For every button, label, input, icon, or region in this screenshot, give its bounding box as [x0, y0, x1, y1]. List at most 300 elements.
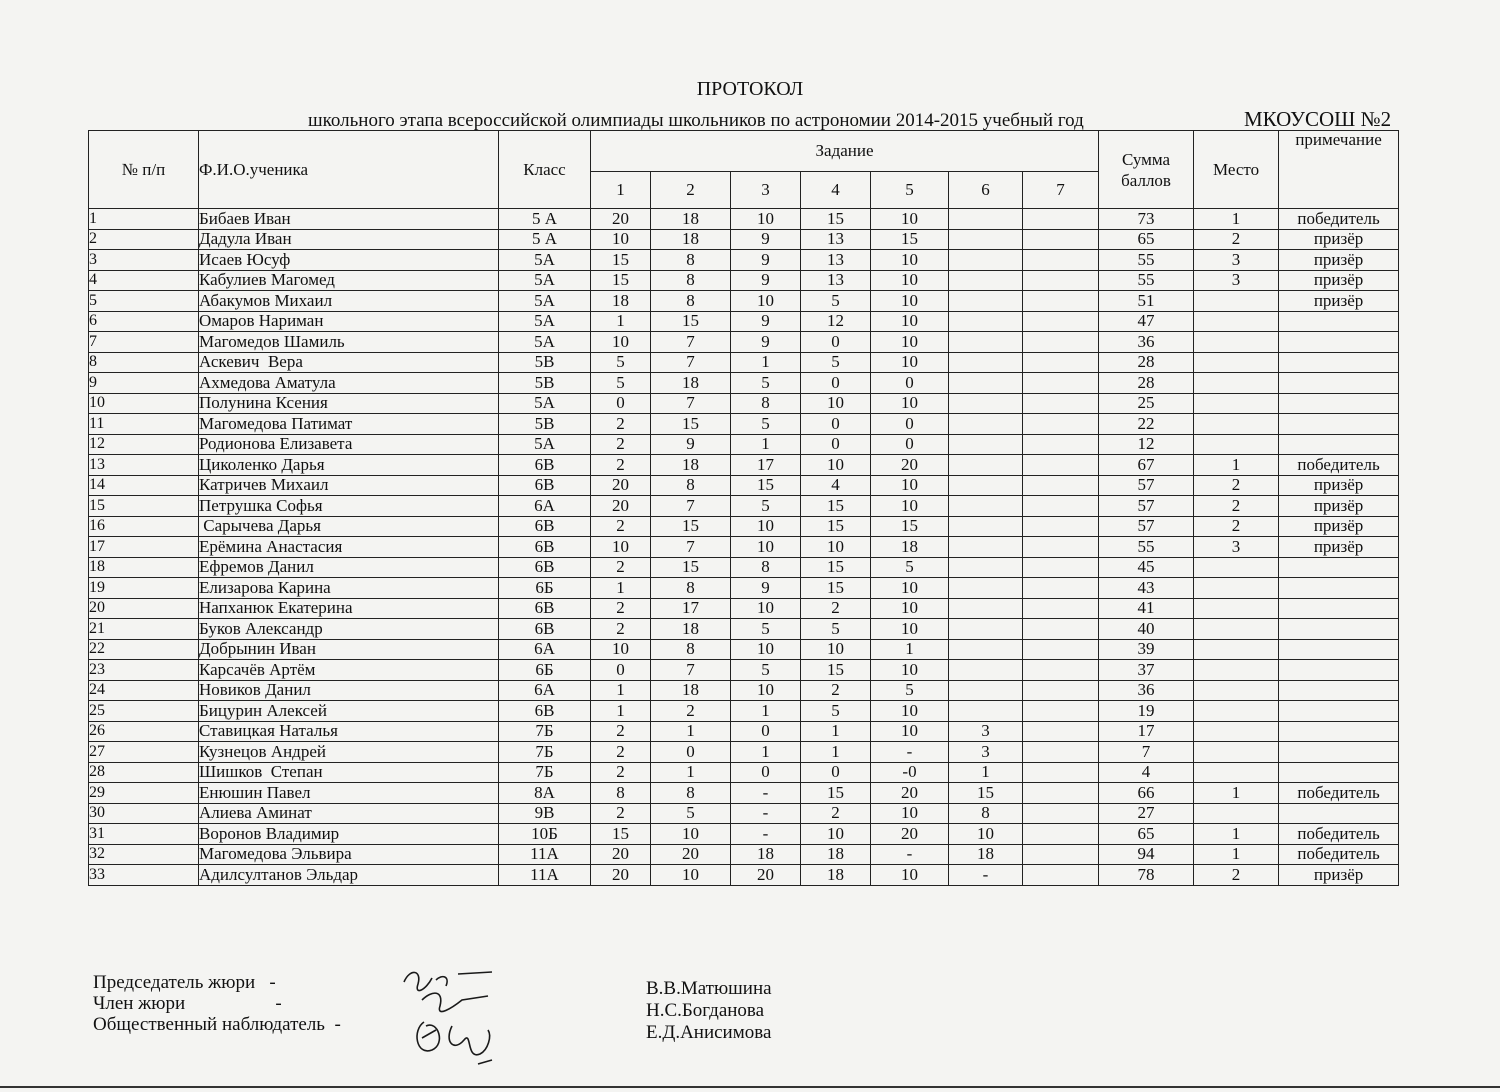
task-score: 10: [731, 537, 801, 558]
task-score: 5: [731, 414, 801, 435]
task-score: 20: [591, 865, 651, 886]
place-cell: 2: [1194, 865, 1279, 886]
total-score: 39: [1099, 639, 1194, 660]
student-class: 6В: [499, 619, 591, 640]
task-score: 15: [801, 783, 871, 804]
note-cell: призёр: [1279, 516, 1399, 537]
task-score: 7: [651, 660, 731, 681]
task-score: 18: [801, 865, 871, 886]
task-score: 18: [731, 844, 801, 865]
task-score: 10: [871, 393, 949, 414]
task-score: 10: [871, 619, 949, 640]
task-score: [1023, 414, 1099, 435]
table-row: [89, 824, 1399, 845]
task-score: 10: [591, 537, 651, 558]
total-score: 47: [1099, 311, 1194, 332]
row-number: 9: [89, 373, 199, 394]
task-score: [1023, 496, 1099, 517]
task-score: 20: [871, 824, 949, 845]
task-score: 5: [731, 496, 801, 517]
total-score: 7: [1099, 742, 1194, 763]
table-row: [89, 537, 1399, 558]
task-score: [949, 537, 1023, 558]
student-class: 6В: [499, 557, 591, 578]
student-class: 5А: [499, 393, 591, 414]
table-row: [89, 721, 1399, 742]
task-score: [949, 680, 1023, 701]
task-header: 4: [801, 172, 871, 209]
place-cell: [1194, 352, 1279, 373]
task-score: 10: [871, 291, 949, 312]
task-score: [949, 496, 1023, 517]
table-row: [89, 680, 1399, 701]
task-score: [1023, 373, 1099, 394]
student-name: Елизарова Карина: [199, 578, 499, 599]
note-cell: призёр: [1279, 496, 1399, 517]
task-score: 5: [651, 803, 731, 824]
task-score: 8: [651, 783, 731, 804]
student-name: Магомедова Патимат: [199, 414, 499, 435]
row-number: 31: [89, 824, 199, 845]
task-score: 9: [731, 250, 801, 271]
note-cell: [1279, 557, 1399, 578]
total-score: 4: [1099, 762, 1194, 783]
row-number: 7: [89, 332, 199, 353]
task-score: 15: [801, 516, 871, 537]
task-score: 10: [871, 270, 949, 291]
task-score: 18: [651, 209, 731, 230]
place-cell: [1194, 393, 1279, 414]
total-score: 67: [1099, 455, 1194, 476]
student-class: 6А: [499, 680, 591, 701]
task-score: [1023, 578, 1099, 599]
task-score: 15: [801, 660, 871, 681]
jury-name-member: Н.С.Богданова: [646, 1000, 765, 1021]
total-score: 65: [1099, 824, 1194, 845]
task-header: 1: [591, 172, 651, 209]
row-number: 12: [89, 434, 199, 455]
row-number: 2: [89, 229, 199, 250]
task-score: [1023, 844, 1099, 865]
task-score: 20: [871, 783, 949, 804]
task-score: [1023, 721, 1099, 742]
total-score: 55: [1099, 270, 1194, 291]
task-score: 15: [651, 516, 731, 537]
task-score: 18: [651, 619, 731, 640]
student-name: Ерёмина Анастасия: [199, 537, 499, 558]
total-score: 55: [1099, 537, 1194, 558]
task-score: [1023, 455, 1099, 476]
task-score: 1: [731, 352, 801, 373]
task-score: [949, 701, 1023, 722]
results-table: [88, 130, 1399, 886]
task-score: 10: [801, 824, 871, 845]
place-cell: [1194, 721, 1279, 742]
note-cell: призёр: [1279, 291, 1399, 312]
task-score: 0: [801, 762, 871, 783]
student-class: 6В: [499, 455, 591, 476]
task-score: [949, 332, 1023, 353]
note-cell: призёр: [1279, 229, 1399, 250]
table-row: [89, 598, 1399, 619]
total-score: 51: [1099, 291, 1194, 312]
note-cell: [1279, 393, 1399, 414]
task-score: [1023, 434, 1099, 455]
task-score: [949, 414, 1023, 435]
task-score: 1: [591, 680, 651, 701]
task-score: 1: [591, 311, 651, 332]
table-row: [89, 373, 1399, 394]
student-class: 11А: [499, 844, 591, 865]
task-score: 10: [731, 516, 801, 537]
task-score: [1023, 680, 1099, 701]
task-header: 5: [871, 172, 949, 209]
note-cell: победитель: [1279, 783, 1399, 804]
task-score: [1023, 557, 1099, 578]
place-cell: 1: [1194, 209, 1279, 230]
total-score: 73: [1099, 209, 1194, 230]
row-number: 23: [89, 660, 199, 681]
jury-roles: [93, 972, 341, 1035]
task-score: 15: [801, 557, 871, 578]
task-score: [1023, 393, 1099, 414]
task-score: 15: [949, 783, 1023, 804]
table-row: [89, 291, 1399, 312]
student-name: Кузнецов Андрей: [199, 742, 499, 763]
task-score: [949, 475, 1023, 496]
task-score: 13: [801, 229, 871, 250]
task-score: [1023, 250, 1099, 271]
student-name: Буков Александр: [199, 619, 499, 640]
table-row: [89, 311, 1399, 332]
task-score: 5: [801, 701, 871, 722]
task-score: 10: [871, 660, 949, 681]
student-class: 5А: [499, 270, 591, 291]
task-score: 7: [651, 393, 731, 414]
task-score: 8: [651, 270, 731, 291]
row-number: 4: [89, 270, 199, 291]
task-score: 10: [731, 209, 801, 230]
student-class: 5А: [499, 250, 591, 271]
table-row: [89, 352, 1399, 373]
student-name: Дадула Иван: [199, 229, 499, 250]
task-score: 17: [651, 598, 731, 619]
place-cell: [1194, 701, 1279, 722]
task-score: 10: [871, 598, 949, 619]
row-number: 15: [89, 496, 199, 517]
task-score: 15: [651, 557, 731, 578]
note-cell: [1279, 721, 1399, 742]
student-name: Напханюк Екатерина: [199, 598, 499, 619]
task-score: 1: [801, 721, 871, 742]
task-score: [949, 352, 1023, 373]
table-row: [89, 229, 1399, 250]
task-score: [1023, 803, 1099, 824]
task-score: 2: [591, 557, 651, 578]
task-score: 9: [731, 270, 801, 291]
task-score: 10: [731, 639, 801, 660]
task-score: 10: [591, 332, 651, 353]
place-cell: [1194, 619, 1279, 640]
task-score: [1023, 762, 1099, 783]
task-score: 5: [731, 619, 801, 640]
table-row: [89, 455, 1399, 476]
task-score: 2: [591, 455, 651, 476]
note-cell: [1279, 578, 1399, 599]
place-cell: [1194, 762, 1279, 783]
task-score: -: [731, 783, 801, 804]
task-score: 10: [651, 865, 731, 886]
task-score: 10: [871, 209, 949, 230]
task-score: 2: [591, 414, 651, 435]
task-score: 0: [651, 742, 731, 763]
task-score: [1023, 270, 1099, 291]
total-score: 36: [1099, 332, 1194, 353]
total-score: 17: [1099, 721, 1194, 742]
task-score: 8: [651, 578, 731, 599]
note-cell: победитель: [1279, 455, 1399, 476]
task-score: 18: [651, 229, 731, 250]
place-cell: 1: [1194, 824, 1279, 845]
protocol-subtitle: школьного этапа всероссийской олимпиады школьников по астрономии 2014-2015 учебный год: [308, 110, 1084, 131]
place-cell: 1: [1194, 783, 1279, 804]
task-score: -0: [871, 762, 949, 783]
jury-role-observer: Общественный наблюдатель -: [93, 1014, 341, 1035]
row-number: 5: [89, 291, 199, 312]
task-score: [949, 209, 1023, 230]
note-cell: [1279, 598, 1399, 619]
protocol-title: ПРОТОКОЛ: [696, 78, 804, 100]
task-score: -: [949, 865, 1023, 886]
note-cell: [1279, 619, 1399, 640]
place-cell: [1194, 434, 1279, 455]
place-cell: [1194, 557, 1279, 578]
note-cell: [1279, 352, 1399, 373]
table-row: [89, 496, 1399, 517]
note-cell: [1279, 373, 1399, 394]
task-score: 2: [651, 701, 731, 722]
place-cell: 3: [1194, 250, 1279, 271]
row-number: 24: [89, 680, 199, 701]
note-cell: [1279, 660, 1399, 681]
student-name: Бибаев Иван: [199, 209, 499, 230]
task-score: 0: [731, 721, 801, 742]
student-class: 6В: [499, 475, 591, 496]
task-score: 3: [949, 721, 1023, 742]
student-name: Аскевич Вера: [199, 352, 499, 373]
row-number: 16: [89, 516, 199, 537]
column-header-tasks: Задание: [591, 131, 1099, 172]
task-score: 8: [591, 783, 651, 804]
task-score: 10: [871, 311, 949, 332]
row-number: 26: [89, 721, 199, 742]
student-class: 7Б: [499, 721, 591, 742]
task-score: 15: [731, 475, 801, 496]
student-class: 11А: [499, 865, 591, 886]
task-score: 12: [801, 311, 871, 332]
task-score: 5: [871, 557, 949, 578]
total-score: 25: [1099, 393, 1194, 414]
note-cell: победитель: [1279, 209, 1399, 230]
task-score: 10: [801, 393, 871, 414]
task-header: 6: [949, 172, 1023, 209]
row-number: 13: [89, 455, 199, 476]
task-score: 5: [801, 291, 871, 312]
student-class: 6В: [499, 701, 591, 722]
note-cell: [1279, 680, 1399, 701]
row-number: 19: [89, 578, 199, 599]
student-name: Шишков Степан: [199, 762, 499, 783]
task-score: 0: [801, 332, 871, 353]
place-cell: [1194, 803, 1279, 824]
task-score: 15: [651, 311, 731, 332]
table-row: [89, 434, 1399, 455]
note-cell: [1279, 742, 1399, 763]
student-name: Омаров Нариман: [199, 311, 499, 332]
task-score: 10: [871, 701, 949, 722]
task-score: -: [871, 844, 949, 865]
task-score: -: [731, 803, 801, 824]
task-score: [949, 373, 1023, 394]
task-score: [949, 619, 1023, 640]
table-row: [89, 701, 1399, 722]
task-score: 18: [801, 844, 871, 865]
place-cell: [1194, 578, 1279, 599]
total-score: 27: [1099, 803, 1194, 824]
task-score: 10: [871, 578, 949, 599]
note-cell: [1279, 701, 1399, 722]
task-score: [949, 229, 1023, 250]
column-header-note: примечание: [1279, 131, 1399, 209]
student-name: Сарычева Дарья: [199, 516, 499, 537]
note-cell: победитель: [1279, 824, 1399, 845]
task-score: 18: [651, 373, 731, 394]
table-row: [89, 209, 1399, 230]
row-number: 20: [89, 598, 199, 619]
student-name: Петрушка Софья: [199, 496, 499, 517]
student-name: Добрынин Иван: [199, 639, 499, 660]
task-score: 10: [871, 803, 949, 824]
note-cell: [1279, 434, 1399, 455]
task-score: [949, 291, 1023, 312]
table-header-row: [89, 131, 1399, 172]
total-score: 40: [1099, 619, 1194, 640]
place-cell: [1194, 598, 1279, 619]
task-score: 0: [591, 660, 651, 681]
handwritten-signature: [392, 960, 512, 1070]
task-score: 1: [591, 701, 651, 722]
task-score: 8: [731, 393, 801, 414]
task-score: 2: [591, 619, 651, 640]
task-score: 10: [871, 496, 949, 517]
student-class: 6В: [499, 516, 591, 537]
row-number: 32: [89, 844, 199, 865]
task-score: [1023, 311, 1099, 332]
table-row: [89, 865, 1399, 886]
student-class: 5А: [499, 434, 591, 455]
table-row: [89, 619, 1399, 640]
total-score: 37: [1099, 660, 1194, 681]
task-header: 7: [1023, 172, 1099, 209]
note-cell: призёр: [1279, 250, 1399, 271]
task-score: 10: [871, 352, 949, 373]
note-cell: [1279, 639, 1399, 660]
task-score: 18: [651, 455, 731, 476]
student-name: Абакумов Михаил: [199, 291, 499, 312]
total-score: 57: [1099, 475, 1194, 496]
task-score: 7: [651, 332, 731, 353]
place-cell: [1194, 332, 1279, 353]
task-score: 1: [731, 742, 801, 763]
task-score: 0: [591, 393, 651, 414]
task-score: 5: [591, 373, 651, 394]
task-score: 2: [591, 434, 651, 455]
task-score: 15: [801, 578, 871, 599]
place-cell: [1194, 639, 1279, 660]
task-score: 0: [801, 373, 871, 394]
row-number: 18: [89, 557, 199, 578]
student-class: 5А: [499, 311, 591, 332]
student-name: Енюшин Павел: [199, 783, 499, 804]
place-cell: [1194, 680, 1279, 701]
student-name: Полунина Ксения: [199, 393, 499, 414]
task-score: 2: [591, 762, 651, 783]
task-score: 20: [651, 844, 731, 865]
student-class: 5 А: [499, 229, 591, 250]
jury-name-chair: В.В.Матюшина: [646, 978, 772, 999]
total-score: 45: [1099, 557, 1194, 578]
student-name: Воронов Владимир: [199, 824, 499, 845]
task-score: 1: [731, 434, 801, 455]
table-row: [89, 475, 1399, 496]
place-cell: 3: [1194, 537, 1279, 558]
note-cell: [1279, 311, 1399, 332]
total-score: 65: [1099, 229, 1194, 250]
jury-names: [646, 978, 772, 1044]
task-score: 0: [801, 414, 871, 435]
task-score: [1023, 865, 1099, 886]
school-name: МКОУСОШ №2: [1244, 107, 1392, 131]
task-score: 2: [591, 742, 651, 763]
row-number: 22: [89, 639, 199, 660]
task-score: 2: [801, 598, 871, 619]
task-score: [1023, 352, 1099, 373]
task-score: 3: [949, 742, 1023, 763]
column-header-place: Место: [1194, 131, 1279, 209]
table-row: [89, 844, 1399, 865]
column-header-class: Класс: [499, 131, 591, 209]
task-score: 8: [651, 291, 731, 312]
task-score: 15: [801, 209, 871, 230]
task-score: 2: [801, 803, 871, 824]
table-body: [89, 209, 1399, 886]
note-cell: призёр: [1279, 865, 1399, 886]
task-score: [949, 598, 1023, 619]
table-row: [89, 414, 1399, 435]
task-score: 2: [591, 803, 651, 824]
task-score: 2: [801, 680, 871, 701]
task-score: 1: [801, 742, 871, 763]
row-number: 10: [89, 393, 199, 414]
total-score: 22: [1099, 414, 1194, 435]
student-name: Алиева Аминат: [199, 803, 499, 824]
task-score: 10: [731, 291, 801, 312]
task-score: [949, 578, 1023, 599]
student-class: 7Б: [499, 742, 591, 763]
table-row: [89, 516, 1399, 537]
table-row: [89, 578, 1399, 599]
task-score: 10: [871, 332, 949, 353]
